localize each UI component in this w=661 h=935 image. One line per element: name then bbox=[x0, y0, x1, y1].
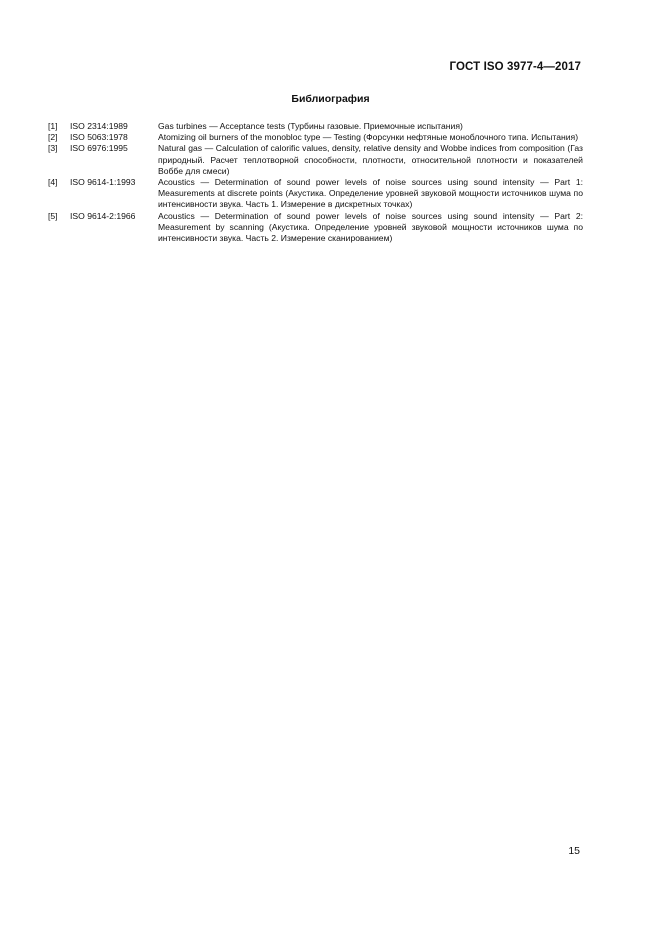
entry-text: Atomizing oil burners of the monobloc type — Testing (Форсунки нефтяные моноблочного типа. Испытания) bbox=[158, 132, 579, 143]
entry-standard: ISO 9614-1:1993 bbox=[70, 177, 136, 188]
entry-text: Acoustics — Determination of sound power levels of noise sources using sound intensity — Part 2: Measurement by scanning (Акустика. Определение уровней звуковой мощности источников шума по интенсивности звука. Часть 2. Измерение сканированием) bbox=[158, 210, 583, 244]
entry-text: Natural gas — Calculation of calorific values, density, relative density and Wobbe indices from composition (Газ природный. Расчет теплотворной способности, плотности, относительной плотности и показателей Воббе для смеси) bbox=[158, 143, 583, 176]
entry-standard: ISO 6976:1995 bbox=[70, 143, 128, 154]
entry-standard: ISO 2314:1989 bbox=[70, 121, 128, 131]
bibliography-entry bbox=[48, 143, 583, 177]
bibliography-entry bbox=[48, 121, 583, 132]
entry-number: [5] bbox=[48, 210, 58, 221]
bibliography-entry bbox=[48, 177, 583, 211]
entry-text: Gas turbines — Acceptance tests (Турбины газовые. Приемочные испытания) bbox=[158, 121, 463, 131]
document-header: ГОСТ ISO 3977-4—2017 bbox=[449, 61, 581, 73]
bibliography-entry bbox=[48, 132, 583, 143]
page-title: Библиография bbox=[291, 93, 370, 105]
entry-number: [3] bbox=[48, 143, 58, 154]
entry-text: Acoustics — Determination of sound power levels of noise sources using sound intensity — Part 1: Measurements at discrete points (Акустика. Определение уровней звуковой мощности источников шума по интенсивности звука. Часть 1. Измерение в дискретных точках) bbox=[158, 177, 583, 210]
entry-standard: ISO 5063:1978 bbox=[70, 132, 128, 143]
entry-standard: ISO 9614-2:1966 bbox=[70, 210, 136, 221]
entry-number: [2] bbox=[48, 132, 58, 143]
page-number: 15 bbox=[568, 845, 580, 857]
entry-number: [4] bbox=[48, 177, 58, 188]
entry-number: [1] bbox=[48, 121, 58, 131]
bibliography-list bbox=[48, 121, 583, 244]
bibliography-entry bbox=[48, 211, 583, 245]
